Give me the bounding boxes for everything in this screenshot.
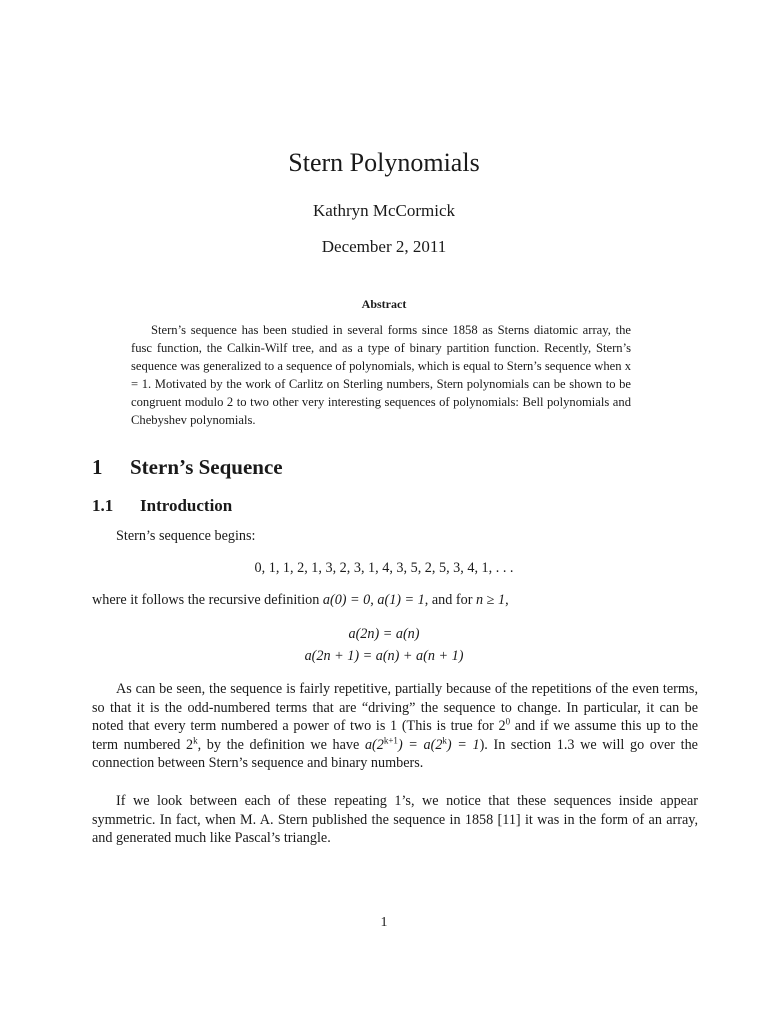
math-a-2k1: a(2	[364, 736, 384, 753]
superscript-k: k	[193, 735, 198, 746]
subsection-heading	[92, 495, 232, 517]
sequence-display: 0, 1, 1, 2, 1, 3, 2, 3, 1, 4, 3, 5, 2, 5, 3, 4, 1, . . .	[254, 560, 514, 576]
subsection-title: Introduction	[140, 496, 233, 515]
paragraph-1-part-2: and if we assume this up to the term numbered 2	[92, 718, 698, 753]
condition-n: n ≥ 1	[476, 592, 506, 608]
superscript-0: 0	[505, 716, 511, 727]
definition-a0: a(0) = 0	[322, 592, 371, 608]
recursive-prefix: where it follows the recursive definition	[92, 592, 323, 608]
equation-odd-text: a(2n + 1) = a(n) + a(n + 1)	[304, 648, 464, 664]
recursive-definition-line	[92, 591, 698, 610]
abstract-heading: Abstract	[361, 297, 407, 311]
section-title: Stern’s Sequence	[130, 455, 283, 479]
equation-even-text: a(2n) = a(n)	[348, 626, 420, 642]
subsection-number: 1.1	[92, 496, 114, 515]
paragraph-1-part-1: As can be seen, the sequence is fairly repetitive, partially because of the repetitions of the even terms, so that it is the odd-numbered terms that are “driving” the sequence to change. In particular, it can be noted that every term numbered a power of two is 1 (This is true for 2	[92, 681, 698, 735]
paragraph-1-part-4: ). In section 1.3 we will go over the connection between Stern’s sequence and binary numbers.	[92, 736, 698, 772]
abstract-body: Stern’s sequence has been studied in several forms since 1858 as Sterns diatomic array, the fusc function, the Calkin-Wilf tree, and as a type of binary partition function. Recently, Stern’s sequence was generalized to a sequence of polynomials, which is equal to Stern’s sequence when x = 1. Motivated by the work of Carlitz on Sterling numbers, Stern polynomials can be shown to be congruent modulo 2 to two other very interesting sequences of polynomials: Bell polynomials and Chebyshev polynomials.	[131, 323, 631, 427]
paper-title: Stern Polynomials	[288, 148, 480, 177]
recursive-sep-1: ,	[370, 592, 378, 608]
page-number: 1	[380, 915, 388, 930]
equation-odd	[0, 646, 768, 666]
definition-a1: a(1) = 1	[377, 592, 425, 608]
paragraph-1	[92, 680, 698, 773]
paragraph-1-part-3: , by the definition we have	[197, 736, 365, 753]
equation-even	[0, 624, 768, 644]
section-number: 1	[92, 455, 103, 479]
math-eq-1: ) = 1	[446, 736, 480, 753]
math-eq-a-2k: ) = a(2	[397, 736, 443, 753]
intro-line: Stern’s sequence begins:	[116, 528, 256, 544]
author-name: Kathryn McCormick	[312, 201, 456, 220]
superscript-k-2: k	[442, 735, 447, 746]
section-heading	[92, 453, 283, 481]
superscript-k-plus-1: k+1	[383, 735, 398, 746]
publication-date: December 2, 2011	[321, 237, 447, 256]
recursive-sep-2: , and for	[424, 592, 476, 608]
paragraph-2: If we look between each of these repeating 1’s, we notice that these sequences inside appear symmetric. In fact, when M. A. Stern published the sequence in 1858 [11] it was in the form of an array, and generated much like Pascal’s triangle.	[92, 793, 698, 847]
recursive-suffix: ,	[505, 592, 509, 608]
